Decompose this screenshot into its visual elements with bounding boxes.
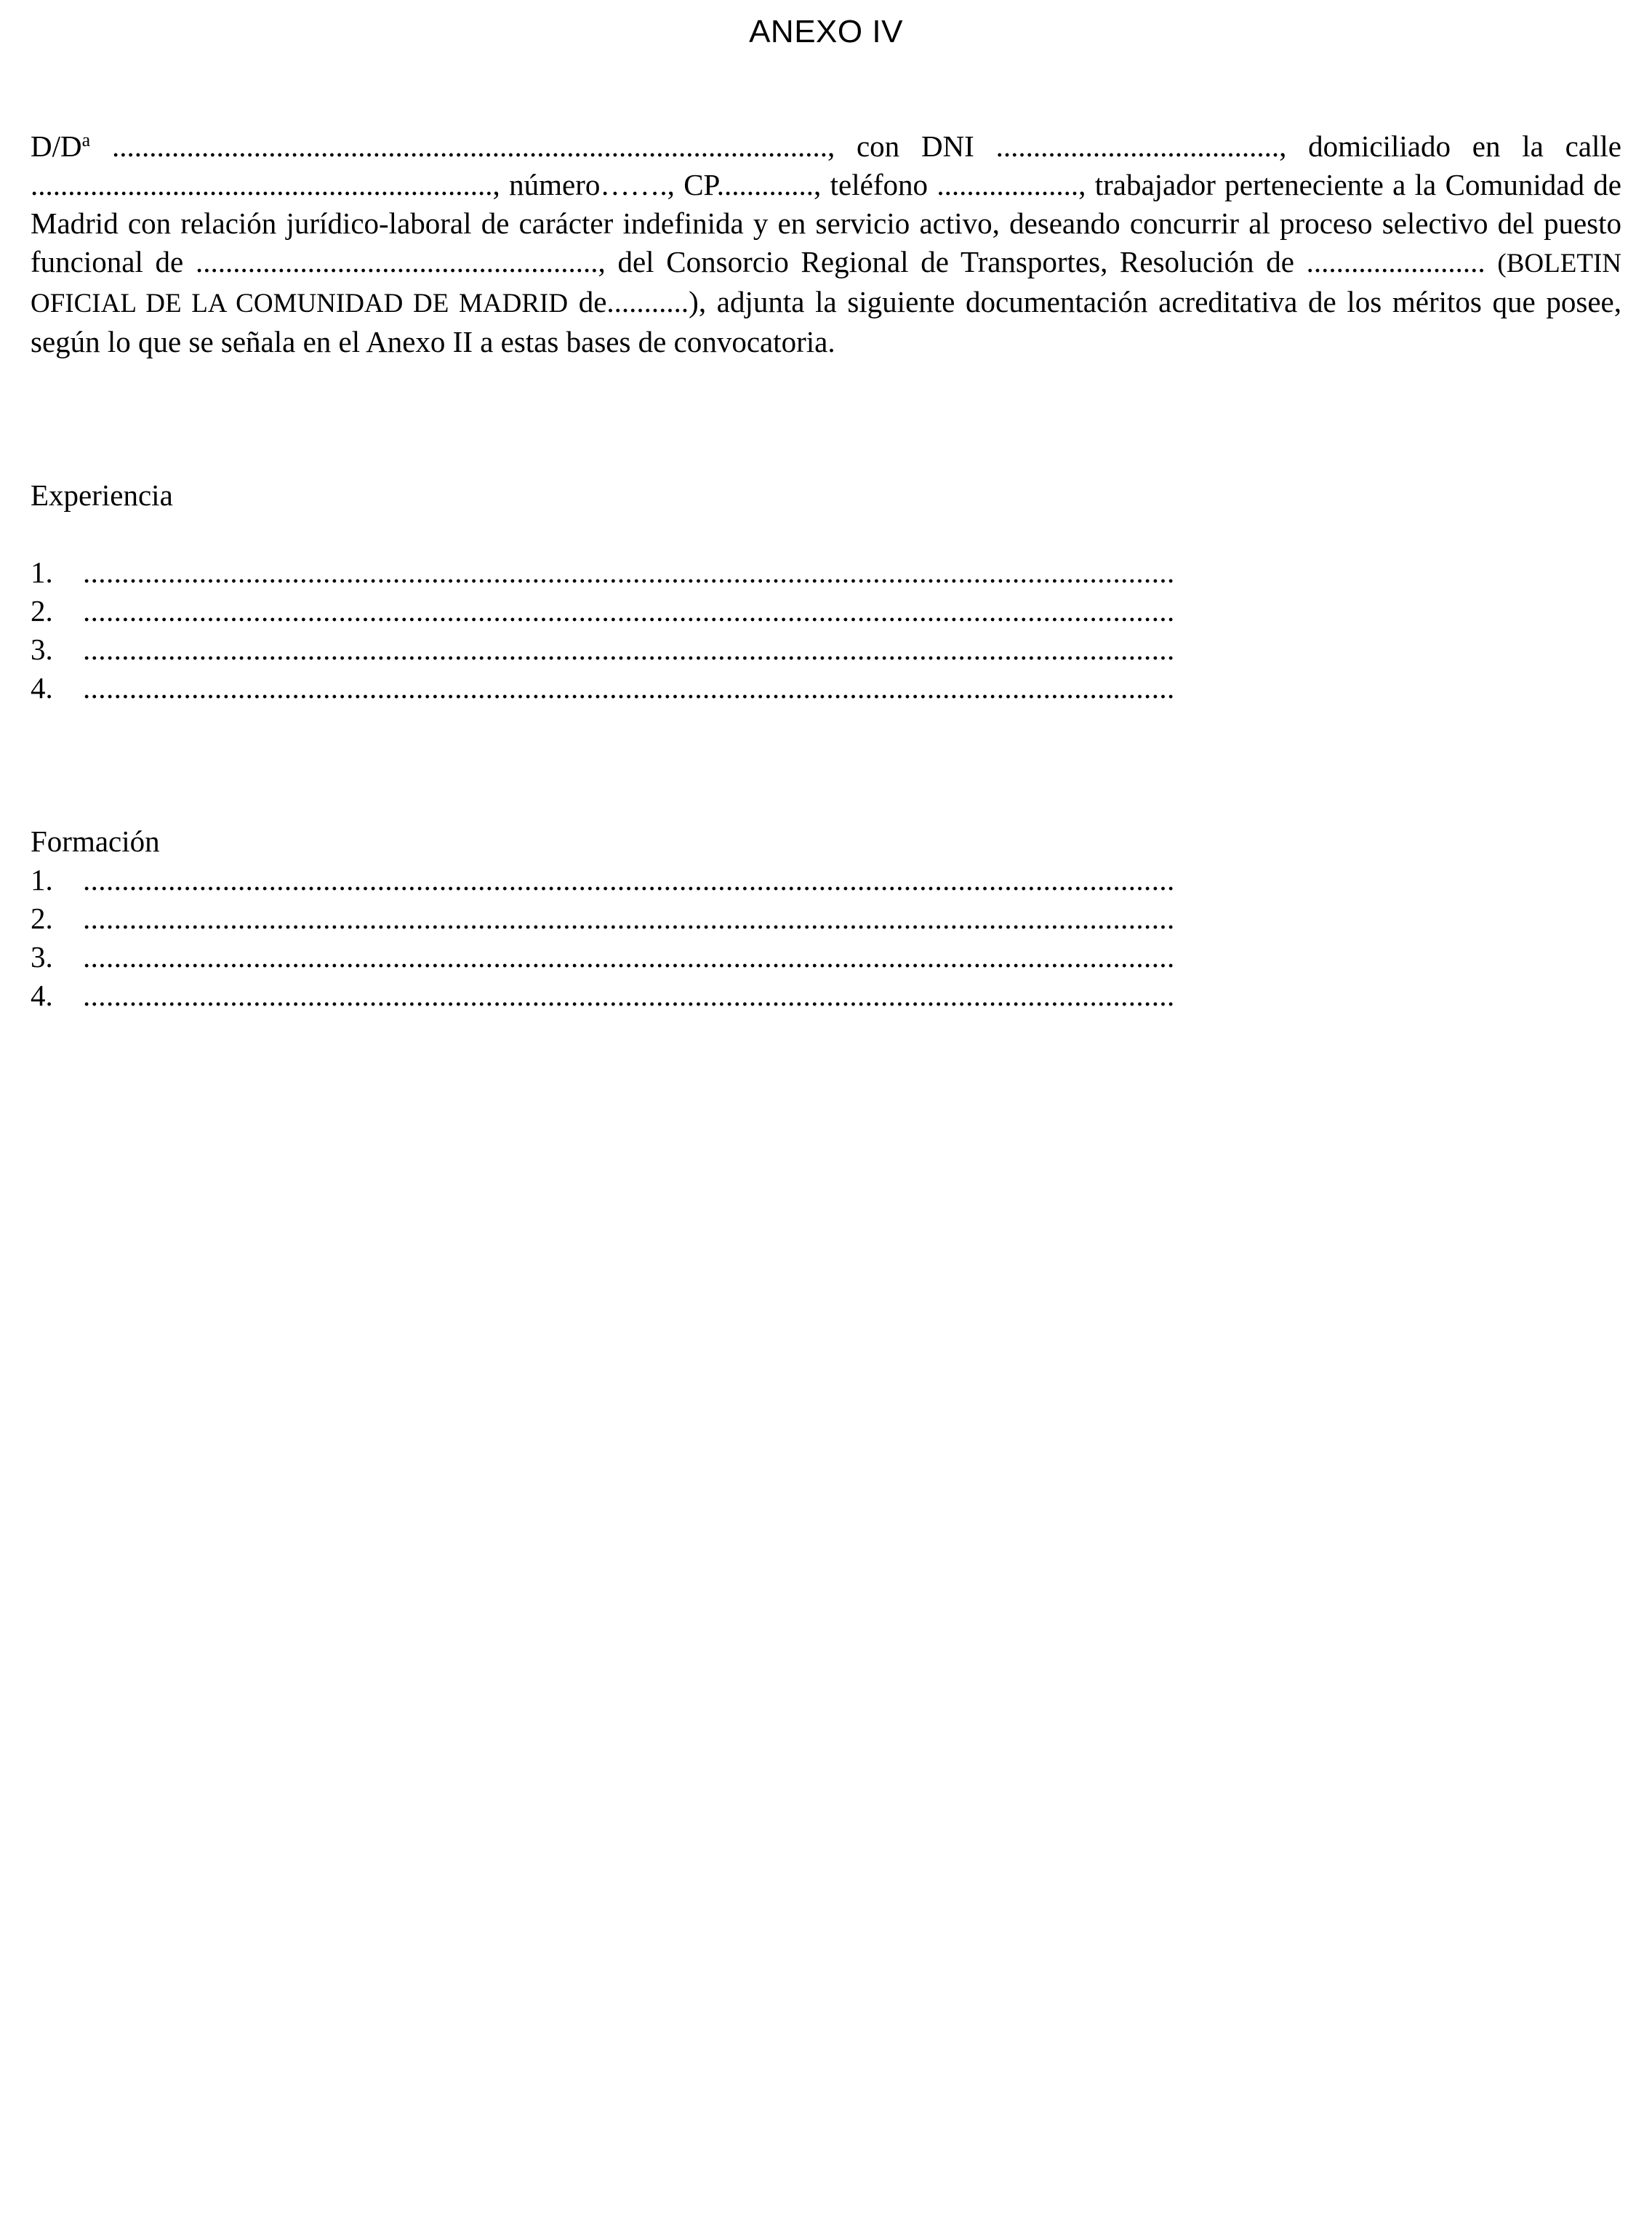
list-item-number: 2. (31, 902, 53, 935)
list-item (31, 592, 1246, 630)
declaration-superscript: a (81, 129, 91, 151)
list-item-blank[interactable]: ............................................................................................................................................. (83, 940, 1175, 974)
list-item-blank[interactable]: ............................................................................................................................................. (83, 902, 1175, 935)
experiencia-list (31, 553, 1246, 707)
list-item (31, 669, 1246, 707)
list-item-blank[interactable]: ............................................................................................................................................. (83, 979, 1175, 1012)
list-item-blank[interactable]: ............................................................................................................................................. (83, 863, 1175, 896)
declaration-text: ................................................................................................, con DNI ......................................, domiciliado en la calle .............................................................., número……., CP............., teléfono ..................., trabajador perteneciente a la Comunidad de Madrid con relación jurídico-laboral de carácter indefinida y en servicio activo, deseando concurrir al proceso selectivo del puesto funcional de ......................................................, del Consorcio Regional de Transportes, Resolución de ........................ (31, 129, 1621, 278)
declaration-paragraph (31, 127, 1621, 361)
list-item-number: 2. (31, 594, 53, 627)
list-item-blank[interactable]: ............................................................................................................................................. (83, 671, 1175, 705)
declaration-prefix: D/D (31, 129, 82, 163)
declaration-caps-text: (BOLETIN OFICIAL DE LA COMUNIDAD DE MADRID (31, 249, 1621, 318)
list-item-number: 4. (31, 671, 53, 705)
list-item-blank[interactable]: ............................................................................................................................................. (83, 594, 1175, 627)
formacion-heading: Formación (31, 824, 160, 858)
list-item-blank[interactable]: ............................................................................................................................................. (83, 555, 1175, 589)
list-item-number: 3. (31, 633, 53, 666)
page-title: ANEXO IV (749, 14, 903, 49)
list-item-number: 1. (31, 863, 53, 896)
list-item-number: 3. (31, 940, 53, 974)
list-item-number: 1. (31, 555, 53, 589)
list-item (31, 861, 1246, 899)
list-item (31, 553, 1246, 592)
list-item (31, 630, 1246, 669)
experiencia-heading: Experiencia (31, 478, 173, 512)
list-item-blank[interactable]: ............................................................................................................................................. (83, 633, 1175, 666)
declaration-closing-text: de...........), adjunta la siguiente documentación acreditativa de los méritos que posee, según lo que se señala en el Anexo II a estas bases de convocatoria. (31, 285, 1621, 358)
formacion-list (31, 861, 1246, 1015)
list-item (31, 899, 1246, 938)
list-item (31, 976, 1246, 1015)
list-item-number: 4. (31, 979, 53, 1012)
list-item (31, 938, 1246, 976)
